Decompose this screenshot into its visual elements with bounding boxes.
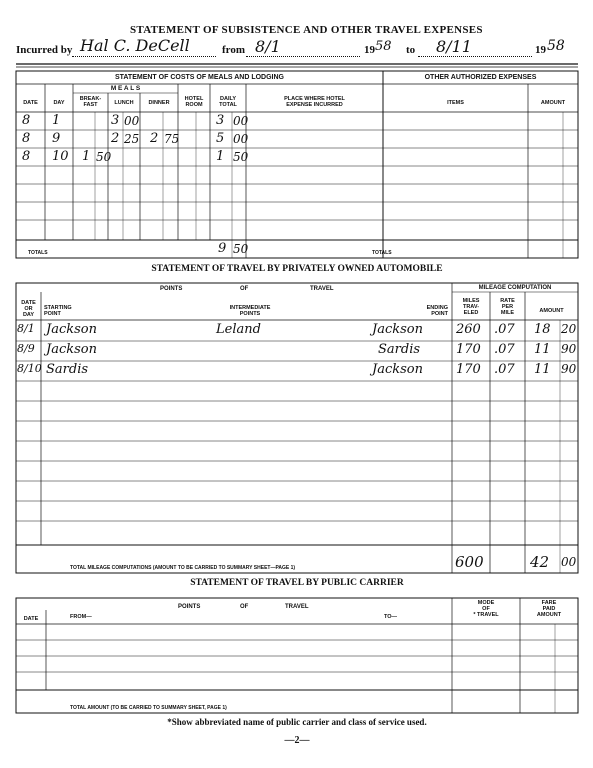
year-value-1: 58 [375,39,392,54]
auto-total-miles: 600 [455,553,484,571]
auto-amount-cents: 20 [561,322,577,336]
year-prefix-1: 19 [364,44,375,56]
meals-total-cents: 50 [233,242,249,256]
auto-miles: 260 [456,322,481,337]
incurred-by-underline [72,56,216,57]
auto-start-point: Jackson [46,322,97,337]
auto-amount-dollars: 11 [534,342,551,357]
col-dinner-header: DINNER [148,100,170,106]
to-underline [418,56,532,57]
meals-section-title: STATEMENT OF COSTS OF MEALS AND LODGING [114,74,285,81]
from-underline [246,56,360,57]
meal-day: 9 [52,131,61,146]
year-value-2: 58 [547,38,565,54]
auto-end-point: Sardis [378,342,421,357]
col-place-header: PLACE WHERE HOTEL EXPENSE INCURRED [284,96,345,108]
meal-dinner-cents: 75 [164,132,180,146]
public-col-from-header: FROM— [70,614,92,620]
meal-date: 8 [22,131,31,146]
meal-date: 8 [22,149,31,164]
auto-col-rate-header: RATE PER MILE [500,298,515,316]
meals-group-header: M E A L S [110,85,141,92]
meal-total-dollars: 5 [216,131,225,146]
meal-date: 8 [22,113,31,128]
year-prefix-2: 19 [535,44,546,56]
form-title: STATEMENT OF SUBSISTENCE AND OTHER TRAVEL EXPENSES [130,24,483,36]
meal-total-dollars: 3 [216,113,225,128]
auto-of-label: OF [240,286,249,292]
col-day-header: DAY [53,100,65,106]
to-label: to [406,44,416,56]
auto-date: 8/1 [17,322,35,335]
col-daily-total-header: DAILY TOTAL [219,96,237,108]
incurred-by-label: Incurred by [16,44,73,56]
col-amount-header: AMOUNT [540,100,566,106]
auto-amount-cents: 90 [561,362,577,376]
meal-lunch-cents: 25 [124,132,140,146]
meal-total-cents: 50 [233,150,249,164]
auto-amount-cents: 90 [561,342,577,356]
auto-total-amount-cents: 00 [561,555,577,569]
col-date-header: DATE [23,100,38,106]
col-lunch-header: LUNCH [114,100,134,106]
meal-day: 10 [52,149,69,164]
auto-col-amount-header: AMOUNT [539,308,564,314]
col-hotel-header: HOTEL ROOM [184,96,204,108]
other-totals-label: TOTALS [372,250,392,256]
meal-day: 1 [52,113,61,128]
auto-end-point: Jackson [372,362,423,377]
public-col-to-header: TO— [384,614,398,620]
auto-date: 8/9 [17,342,35,355]
auto-travel-label: TRAVEL [310,286,334,292]
auto-points-label: POINTS [160,286,183,292]
from-date-value: 8/1 [255,37,281,56]
auto-col-date-header: DATE OR DAY [21,300,36,318]
public-section-title: STATEMENT OF TRAVEL BY PUBLIC CARRIER [190,578,404,588]
auto-start-point: Sardis [46,362,89,377]
public-col-fare-header: FARE PAID AMOUNT [536,600,562,618]
auto-rate: .07 [494,362,515,377]
mileage-computation-header: MILEAGE COMPUTATION [478,285,552,291]
auto-miles: 170 [456,362,481,377]
auto-start-point: Jackson [46,342,97,357]
meals-totals-label: TOTALS [28,250,48,256]
auto-intermediate-point: Leland [216,322,261,337]
meal-total-dollars: 1 [216,149,225,164]
public-of-label: OF [240,604,249,610]
meal-total-cents: 00 [233,132,249,146]
meal-total-cents: 00 [233,114,249,128]
auto-total-amount-dollars: 42 [530,553,550,571]
public-total-label: TOTAL AMOUNT (TO BE CARRIED TO SUMMARY SHEET, PAGE 1) [70,705,227,711]
meal-breakfast-dollars: 1 [82,149,91,164]
auto-rate: .07 [494,342,515,357]
meal-breakfast-cents: 50 [96,150,112,164]
auto-col-miles-header: MILES TRAV- ELED [462,298,480,316]
public-col-mode-header: MODE OF * TRAVEL [473,600,499,618]
meal-lunch-dollars: 3 [111,113,120,128]
auto-section-title: STATEMENT OF TRAVEL BY PRIVATELY OWNED AUTOMOBILE [151,264,443,274]
public-points-label: POINTS [178,604,201,610]
auto-miles: 170 [456,342,481,357]
auto-amount-dollars: 11 [534,362,551,377]
incurred-by-value: Hal C. DeCell [80,36,190,55]
public-col-date-header: DATE [23,616,39,622]
other-expenses-title: OTHER AUTHORIZED EXPENSES [424,74,537,81]
footnote: *Show abbreviated name of public carrier and class of service used. [167,717,427,727]
meal-lunch-dollars: 2 [111,131,120,146]
auto-amount-dollars: 18 [534,322,551,337]
auto-col-end-header: ENDING POINT [426,305,448,317]
col-breakfast-header: BREAK- FAST [79,96,102,108]
auto-col-intermediate-header: INTERMEDIATE POINTS [229,305,271,317]
auto-total-label: TOTAL MILEAGE COMPUTATIONS (AMOUNT TO BE CARRIED TO SUMMARY SHEET—PAGE 1) [70,565,296,571]
meal-dinner-dollars: 2 [150,131,159,146]
meal-lunch-cents: 00 [124,114,140,128]
auto-date: 8/10 [17,362,42,375]
meals-total-dollars: 9 [218,241,227,256]
public-travel-label: TRAVEL [285,604,309,610]
col-items-header: ITEMS [447,100,464,106]
auto-rate: .07 [494,322,515,337]
auto-col-start-header: STARTING POINT [44,305,72,317]
from-label: from [222,44,246,56]
auto-end-point: Jackson [372,322,423,337]
page-number: —2— [284,735,310,746]
to-date-value: 8/11 [436,37,472,56]
